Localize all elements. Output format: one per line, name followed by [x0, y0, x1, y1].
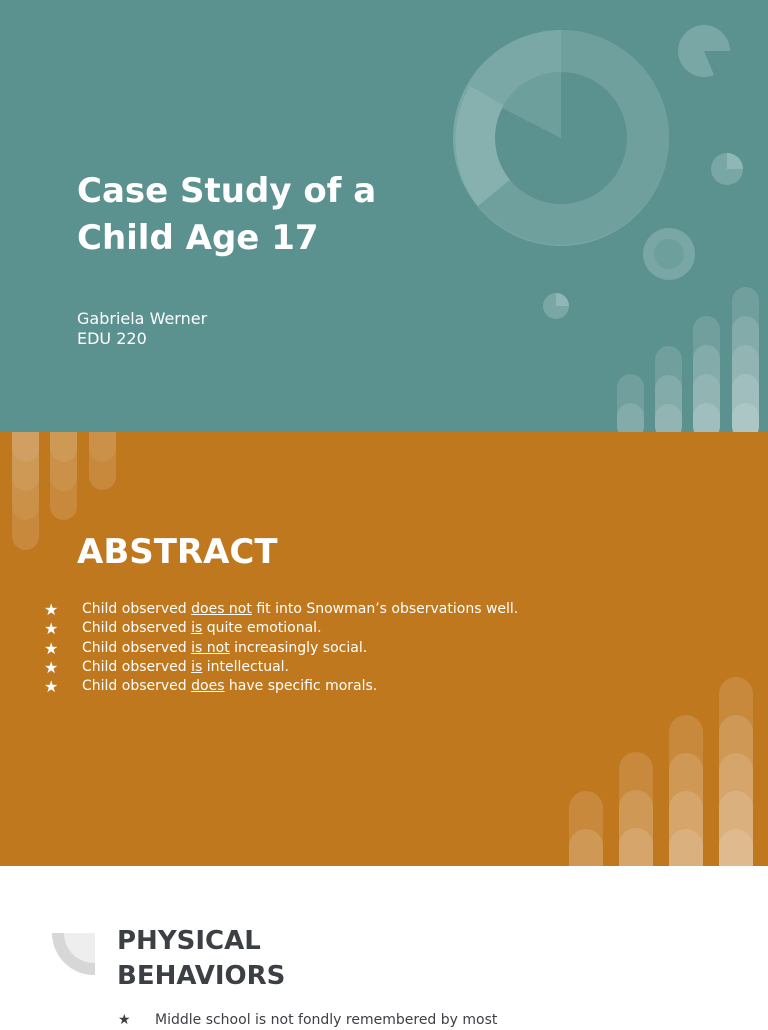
star-icon: ★: [44, 677, 59, 697]
decorative-bar: [89, 432, 116, 462]
star-icon: ★: [118, 1012, 131, 1028]
decorative-bar: [50, 432, 77, 491]
abstract-bullet-list: [44, 600, 518, 696]
list-item: ★ Child observed does not fit into Snowman’s observations well.: [44, 600, 519, 619]
pie-small-4-wedge: [556, 293, 569, 306]
decorative-bars: [617, 287, 759, 432]
presentation-subtitle: [77, 309, 207, 349]
star-icon: ★: [44, 600, 59, 619]
abstract-title: ABSTRACT: [77, 532, 278, 572]
decorative-bar-segment: [719, 829, 753, 866]
star-icon: ★: [44, 619, 59, 639]
decorative-bar-segment: [732, 403, 759, 432]
decorative-bar: [12, 432, 39, 520]
decorative-bar-segment: [569, 829, 603, 866]
decorative-quarter-circle: [0, 866, 120, 1024]
decorative-bar-segment: [693, 403, 720, 432]
decorative-bar-segment: [669, 829, 703, 866]
pie-small-2-wedge: [727, 153, 743, 169]
title-line-1: Case Study of a: [77, 171, 377, 211]
author-name: Gabriela Werner: [77, 309, 208, 328]
list-item: ★ Child observed is not increasingly social.: [44, 638, 368, 658]
decorative-bars-bottom: [569, 677, 753, 866]
title-line-2: Child Age 17: [77, 218, 319, 258]
section-title: [117, 924, 285, 994]
physical-behaviors-slide: [0, 866, 768, 1024]
list-item: ★ Child observed is intellectual.: [44, 657, 289, 677]
title-slide: [0, 0, 768, 432]
list-item: ★ Middle school is not fondly remembered by most: [118, 1012, 498, 1028]
decorative-bar-segment: [655, 404, 682, 432]
title-line-2: BEHAVIORS: [117, 961, 286, 991]
list-item: ★ Child observed is quite emotional.: [44, 619, 322, 639]
pie-small-3-inner: [654, 239, 684, 269]
presentation-title: [77, 168, 437, 262]
course-code: EDU 220: [77, 329, 147, 348]
list-item: ★ Child observed does have specific morals.: [44, 677, 378, 697]
star-icon: ★: [44, 638, 59, 658]
decorative-bar-segment: [619, 828, 653, 866]
title-line-1: PHYSICAL: [117, 926, 261, 956]
star-icon: ★: [44, 657, 59, 677]
decorative-bar-segment: [617, 403, 644, 432]
